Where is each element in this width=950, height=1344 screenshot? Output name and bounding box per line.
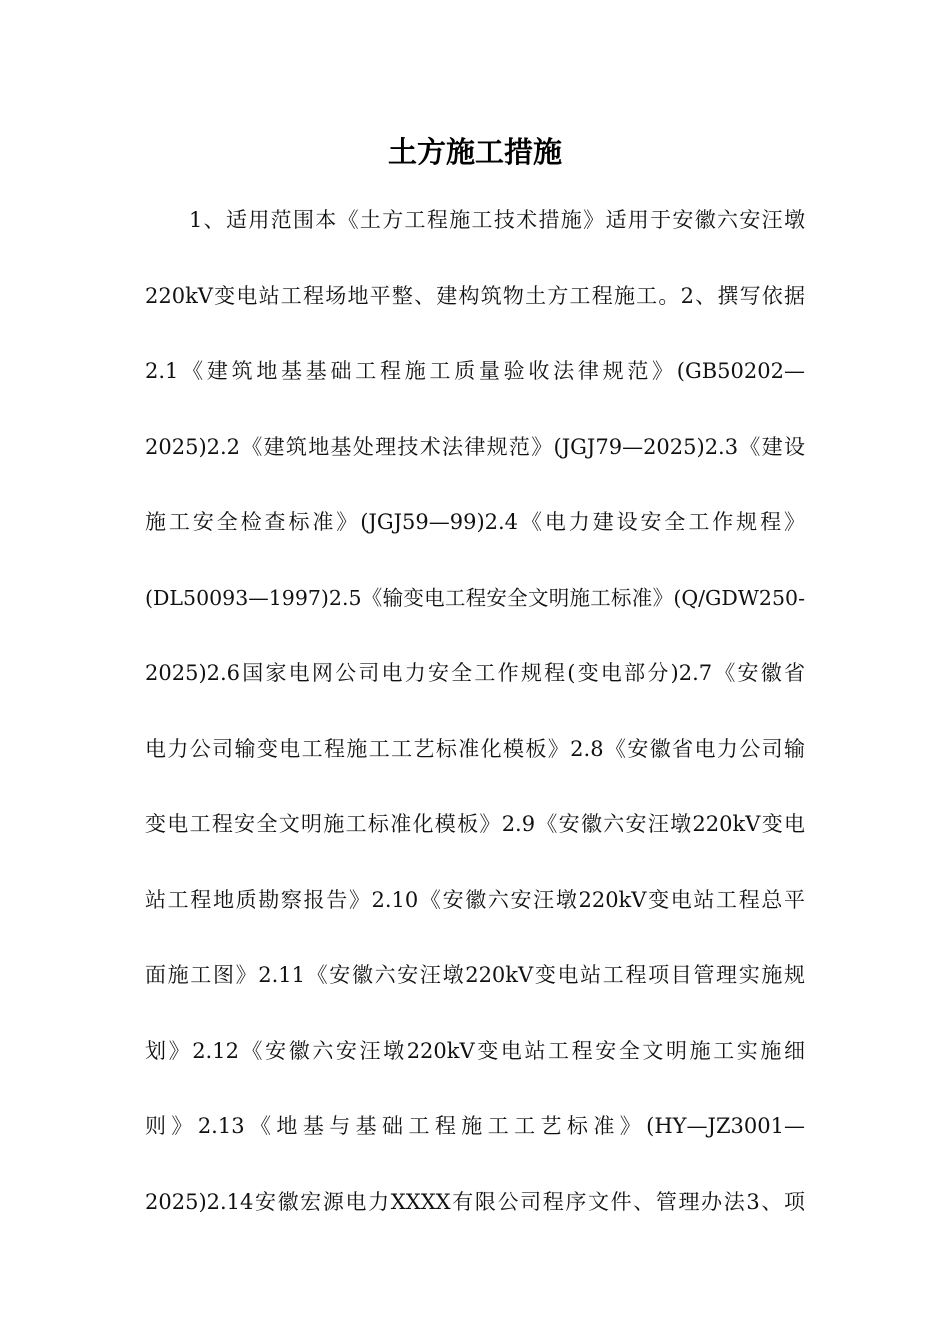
body-line: (DL50093—1997)2.5《输变电工程安全文明施工标准》(Q/GDW250-	[145, 585, 805, 610]
document-body	[145, 200, 805, 1257]
body-line: 220kV变电站工程场地平整、建构筑物土方工程施工。2、撰写依据	[145, 283, 805, 308]
document-title: 土方施工措施	[387, 135, 562, 169]
body-line: 2025)2.6国家电网公司电力安全工作规程(变电部分)2.7《安徽省	[145, 661, 805, 685]
body-line: 施工安全检查标准》(JGJ59—99)2.4《电力建设安全工作规程》	[145, 510, 805, 534]
body-line: 电力公司输变电工程施工工艺标准化模板》2.8《安徽省电力公司输	[145, 736, 805, 761]
body-line: 站工程地质勘察报告》2.10《安徽六安汪墩220kV变电站工程总平	[145, 887, 805, 912]
body-line: 则》2.13《地基与基础工程施工工艺标准》(HY—JZ3001—	[145, 1114, 805, 1138]
body-line: 面施工图》2.11《安徽六安汪墩220kV变电站工程项目管理实施规	[145, 963, 805, 987]
body-line: 2025)2.14安徽宏源电力XXXX有限公司程序文件、管理办法3、项	[145, 1189, 805, 1214]
body-line: 2025)2.2《建筑地基处理技术法律规范》(JGJ79—2025)2.3《建设	[145, 434, 805, 459]
body-line: 变电工程安全文明施工标准化模板》2.9《安徽六安汪墩220kV变电	[145, 812, 805, 836]
body-line: 划》2.12《安徽六安汪墩220kV变电站工程安全文明施工实施细	[145, 1038, 805, 1063]
body-line: 1、适用范围本《土方工程施工技术措施》适用于安徽六安汪墩	[189, 208, 805, 232]
body-line: 2.1《建筑地基基础工程施工质量验收法律规范》(GB50202—	[145, 359, 805, 383]
